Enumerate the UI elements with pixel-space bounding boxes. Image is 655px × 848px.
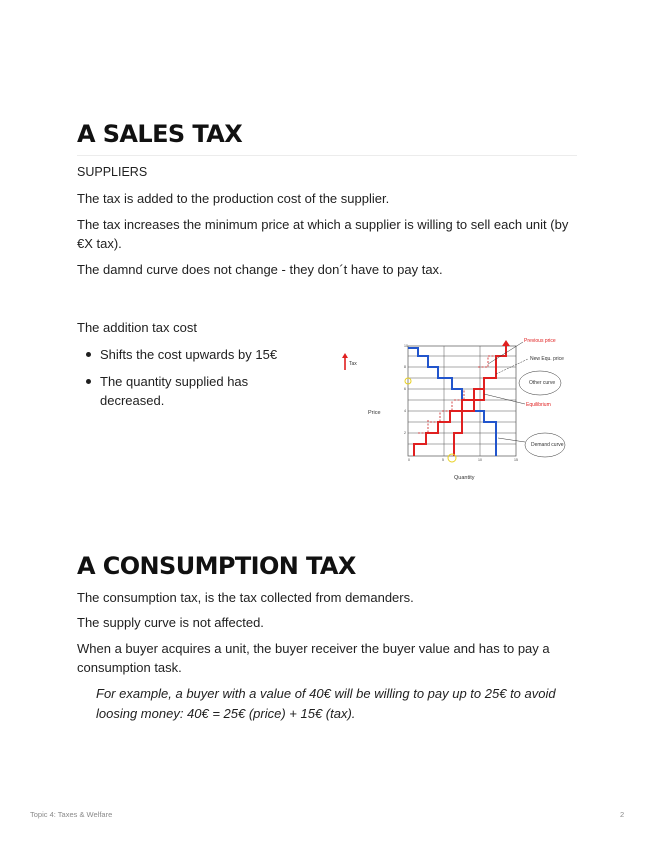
annotation-other-curve: Other curve (529, 380, 556, 386)
svg-text:2: 2 (404, 431, 406, 435)
svg-text:6: 6 (404, 387, 406, 391)
supply-curve (414, 378, 484, 456)
list-item: Shifts the cost upwards by 15€ (77, 345, 307, 364)
consumption-paragraph-2: The supply curve is not affected. (77, 615, 264, 630)
svg-text:5: 5 (442, 458, 444, 462)
sales-paragraph-2: The tax increases the minimum price at which a supplier is willing to sell each unit (by €X tax). (77, 217, 569, 251)
sales-paragraph-3: The damnd curve does not change - they don´t have to pay tax. (77, 262, 443, 277)
supply-arrow-head (502, 340, 510, 346)
footer-topic: Topic 4: Taxes & Welfare (30, 810, 113, 819)
consumption-paragraph-3: When a buyer acquires a unit, the buyer receiver the buyer value and has to pay a consumption task. (77, 641, 550, 675)
example-quote: For example, a buyer with a value of 40€ will be willing to pay up to 25€ to avoid loosing money: 40€ = 25€ (price) + 15€ (tax). (96, 686, 556, 721)
svg-text:0: 0 (408, 458, 410, 462)
consumption-tax-title: A CONSUMPTION TAX (77, 552, 356, 580)
callout-line (498, 438, 525, 442)
svg-text:4: 4 (404, 409, 406, 413)
annotation-equilibrium: Equilibrium (526, 402, 551, 408)
svg-text:8: 8 (404, 365, 406, 369)
tax-arrow-head (342, 353, 348, 358)
list-intro: The addition tax cost (77, 320, 197, 335)
page-number: 2 (620, 810, 625, 819)
sales-tax-title: A SALES TAX (77, 120, 243, 148)
annotation-demand-curve: Demand curve (531, 442, 564, 448)
annotation-previous-price: Previous price (524, 338, 556, 344)
consumption-paragraph-1: The consumption tax, is the tax collected from demanders. (77, 590, 414, 605)
svg-text:10: 10 (478, 458, 482, 462)
callout-line (496, 359, 528, 374)
list-item: The quantity supplied has decreased. (77, 372, 307, 410)
callout-line (484, 394, 525, 404)
supply-demand-tax-figure (338, 334, 578, 484)
quantity-marker (448, 454, 456, 462)
tax-effects-list (77, 345, 307, 418)
tax-label: Tax (349, 361, 357, 367)
annotation-new-price: New Equ. price (530, 356, 564, 362)
title-divider (77, 155, 577, 156)
sales-paragraph-1: The tax is added to the production cost of the supplier. (77, 191, 390, 206)
svg-text:10: 10 (404, 344, 408, 348)
y-axis-label: Price (368, 410, 381, 416)
svg-text:15: 15 (514, 458, 518, 462)
x-axis-label: Quantity (454, 475, 475, 481)
suppliers-subheading: SUPPLIERS (77, 165, 148, 179)
